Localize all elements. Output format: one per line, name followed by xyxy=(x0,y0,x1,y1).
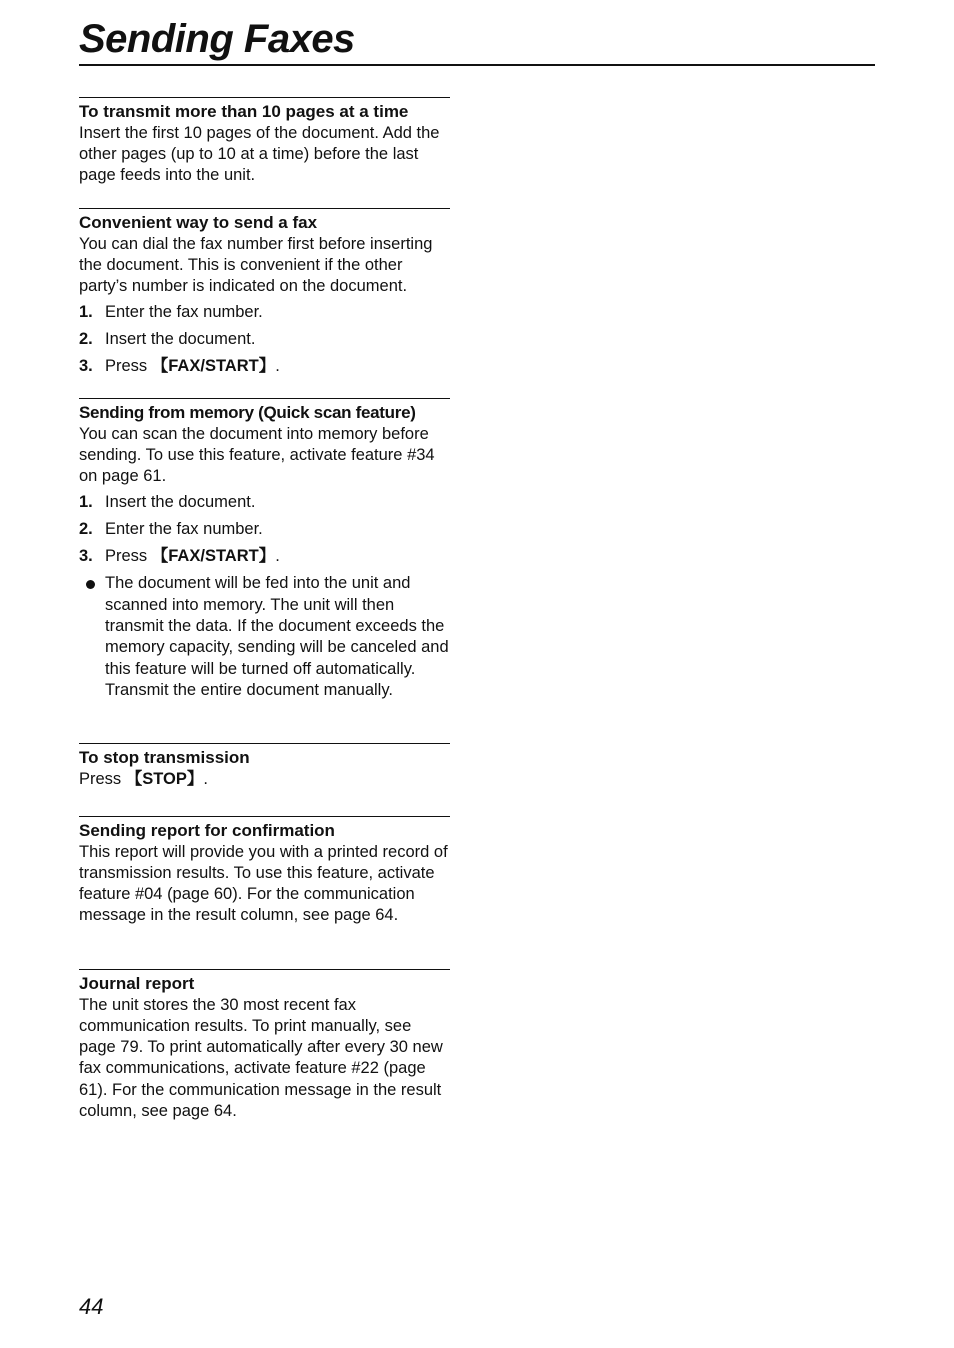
section-text: The unit stores the 30 most recent fax communication results. To print manually, see page 79. To print automatically after every 30 new fax communications, activate feature #22 (page 61). For the communication message in the result column, see page 64. xyxy=(79,995,443,1120)
section-heading: Sending report for confirmation xyxy=(79,821,335,840)
title-rule xyxy=(79,64,875,66)
stop-key: STOP xyxy=(142,769,187,788)
step-number: 1. xyxy=(79,303,93,322)
step-item xyxy=(79,492,450,513)
section-text-end: . xyxy=(203,769,208,788)
bullet-note-text: The document will be fed into the unit and scanned into memory. The unit will then transmit the data. If the document exceeds the memory capacity, sending will be canceled and this feature will be turned off automatically. Transmit the entire document manually. xyxy=(105,574,449,699)
step-text-end: . xyxy=(275,357,280,376)
key-bracket-close: 】 xyxy=(258,547,276,566)
steps-list xyxy=(79,302,450,377)
section-transmit-more-pages xyxy=(79,97,450,186)
step-item xyxy=(79,356,450,377)
section-journal-report xyxy=(79,969,450,1122)
key-bracket-close: 】 xyxy=(186,769,204,788)
step-text: Enter the fax number. xyxy=(105,303,263,322)
section-text: You can scan the document into memory before sending. To use this feature, activate feature #34 on page 61. xyxy=(79,424,435,486)
step-text: Insert the document. xyxy=(105,493,256,512)
bullet-note xyxy=(79,573,450,701)
step-text: Press xyxy=(105,547,152,566)
step-number: 3. xyxy=(79,357,93,376)
step-item xyxy=(79,546,450,567)
section-sending-from-memory xyxy=(79,398,450,701)
section-sending-report xyxy=(79,816,450,927)
section-text: Press xyxy=(79,769,126,788)
section-heading: Convenient way to send a fax xyxy=(79,213,318,232)
section-convenient-way xyxy=(79,208,450,383)
step-item xyxy=(79,519,450,540)
key-bracket-open: 【 xyxy=(125,769,143,788)
bullet-icon xyxy=(86,580,95,589)
section-text: You can dial the fax number first before inserting the document. This is convenient if the other party’s number is indicated on the document. xyxy=(79,234,433,296)
step-text: Enter the fax number. xyxy=(105,520,263,539)
fax-start-key: FAX/START xyxy=(168,357,259,376)
step-number: 3. xyxy=(79,547,93,566)
section-heading: To stop transmission xyxy=(79,748,250,767)
key-bracket-open: 【 xyxy=(151,547,169,566)
steps-list xyxy=(79,492,450,567)
section-text: Insert the first 10 pages of the document. Add the other pages (up to 10 at a time) before the last page feeds into the unit. xyxy=(79,123,440,185)
step-item xyxy=(79,302,450,323)
press-stop-line xyxy=(79,769,450,790)
step-number: 1. xyxy=(79,493,93,512)
step-text-end: . xyxy=(275,547,280,566)
key-bracket-open: 【 xyxy=(151,357,169,376)
section-stop-transmission xyxy=(79,743,450,790)
section-text: This report will provide you with a printed record of transmission results. To use this feature, activate feature #04 (page 60). For the communication message in the result column, see page 64. xyxy=(79,842,448,925)
section-heading: Sending from memory (Quick scan feature) xyxy=(79,403,416,422)
section-heading: To transmit more than 10 pages at a time xyxy=(79,102,409,121)
section-heading: Journal report xyxy=(79,974,195,993)
step-text: Insert the document. xyxy=(105,330,256,349)
step-text: Press xyxy=(105,357,152,376)
step-item xyxy=(79,329,450,350)
step-number: 2. xyxy=(79,330,93,349)
key-bracket-close: 】 xyxy=(258,357,276,376)
step-number: 2. xyxy=(79,520,93,539)
page-number: 44 xyxy=(79,1294,104,1319)
page-title: Sending Faxes xyxy=(79,17,355,61)
fax-start-key: FAX/START xyxy=(168,547,259,566)
